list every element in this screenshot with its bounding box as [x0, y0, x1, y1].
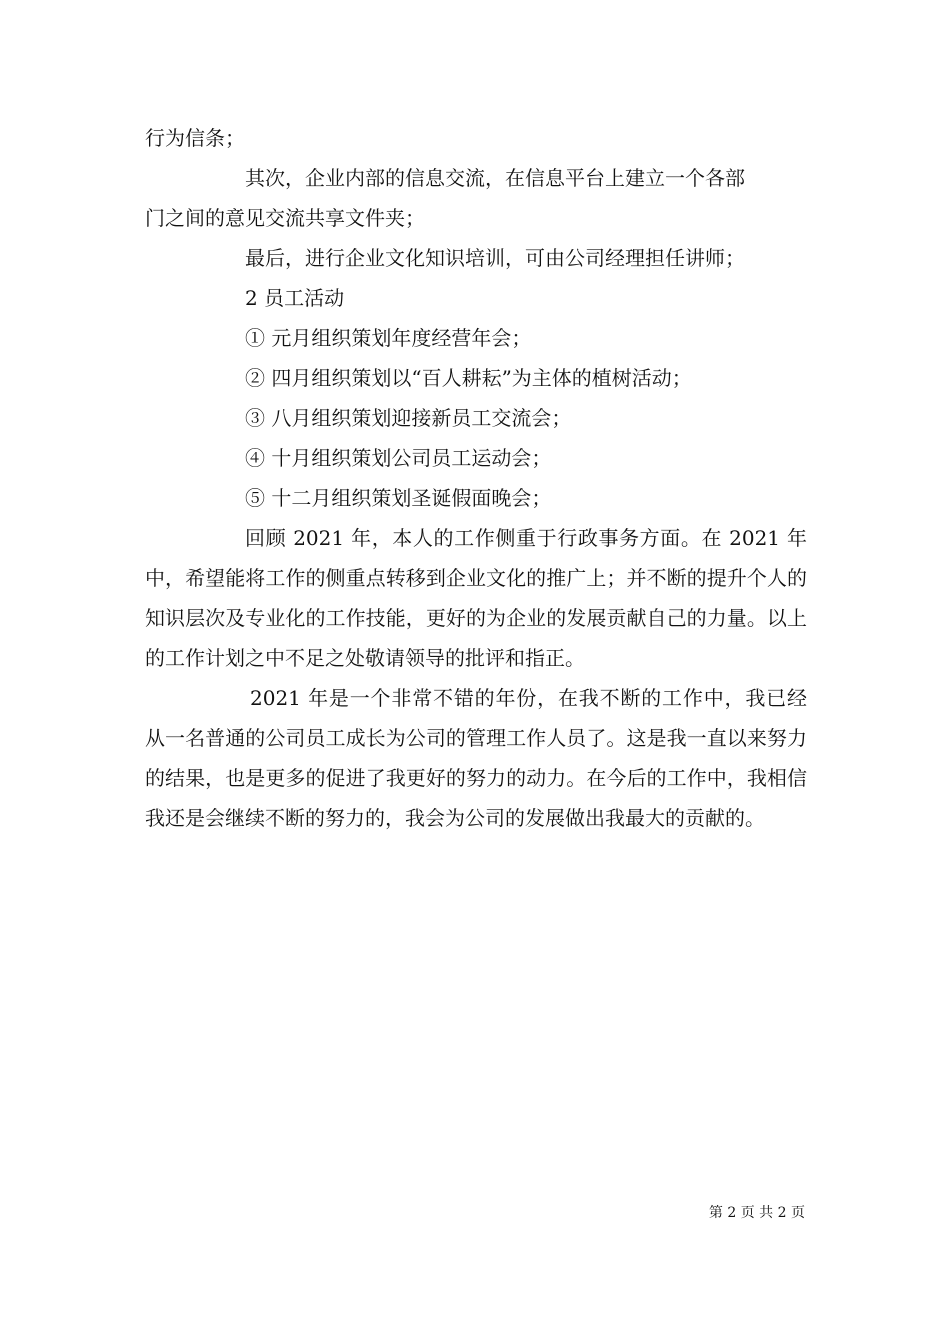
document-body — [145, 118, 807, 838]
list-item: ① 元月组织策划年度经营年会； — [245, 326, 532, 350]
list-item: ④ 十月组织策划公司员工运动会； — [245, 446, 552, 470]
text-line-info-exchange-1: 其次，企业内部的信息交流，在信息平台上建立一个各部 — [245, 166, 745, 190]
page-footer: 第 2 页 共 2 页 — [708, 1205, 805, 1221]
list-item: ③ 八月组织策划迎接新员工交流会； — [245, 406, 572, 430]
paragraph-summary: 2021 年是一个非常不错的年份，在我不断的工作中，我已经从一名普通的公司员工成长为公司的管理工作人员了。这是我一直以来努力的结果，也是更多的促进了我更好的努力的动力。在今后的工作中，我相信我还是会继续不断的努力的，我会为公司的发展做出我最大的贡献的。 — [145, 686, 807, 830]
list-item: ② 四月组织策划以“百人耕耘”为主体的植树活动； — [245, 366, 692, 390]
text-line-info-exchange-2: 门之间的意见交流共享文件夹； — [145, 206, 425, 230]
list-item: ⑤ 十二月组织策划圣诞假面晚会； — [245, 486, 552, 510]
text-line-training: 最后，进行企业文化知识培训，可由公司经理担任讲师； — [245, 246, 745, 270]
text-line-conduct: 行为信条； — [145, 126, 245, 150]
paragraph-review: 回顾 2021 年，本人的工作侧重于行政事务方面。在 2021 年中，希望能将工作的侧重点转移到企业文化的推广上；并不断的提升个人的知识层次及专业化的工作技能，更好的为企业的发展贡献自己的力量。以上的工作计划之中不足之处敬请领导的批评和指正。 — [145, 526, 807, 670]
section-heading-employee-activities: 2 员工活动 — [245, 286, 345, 310]
